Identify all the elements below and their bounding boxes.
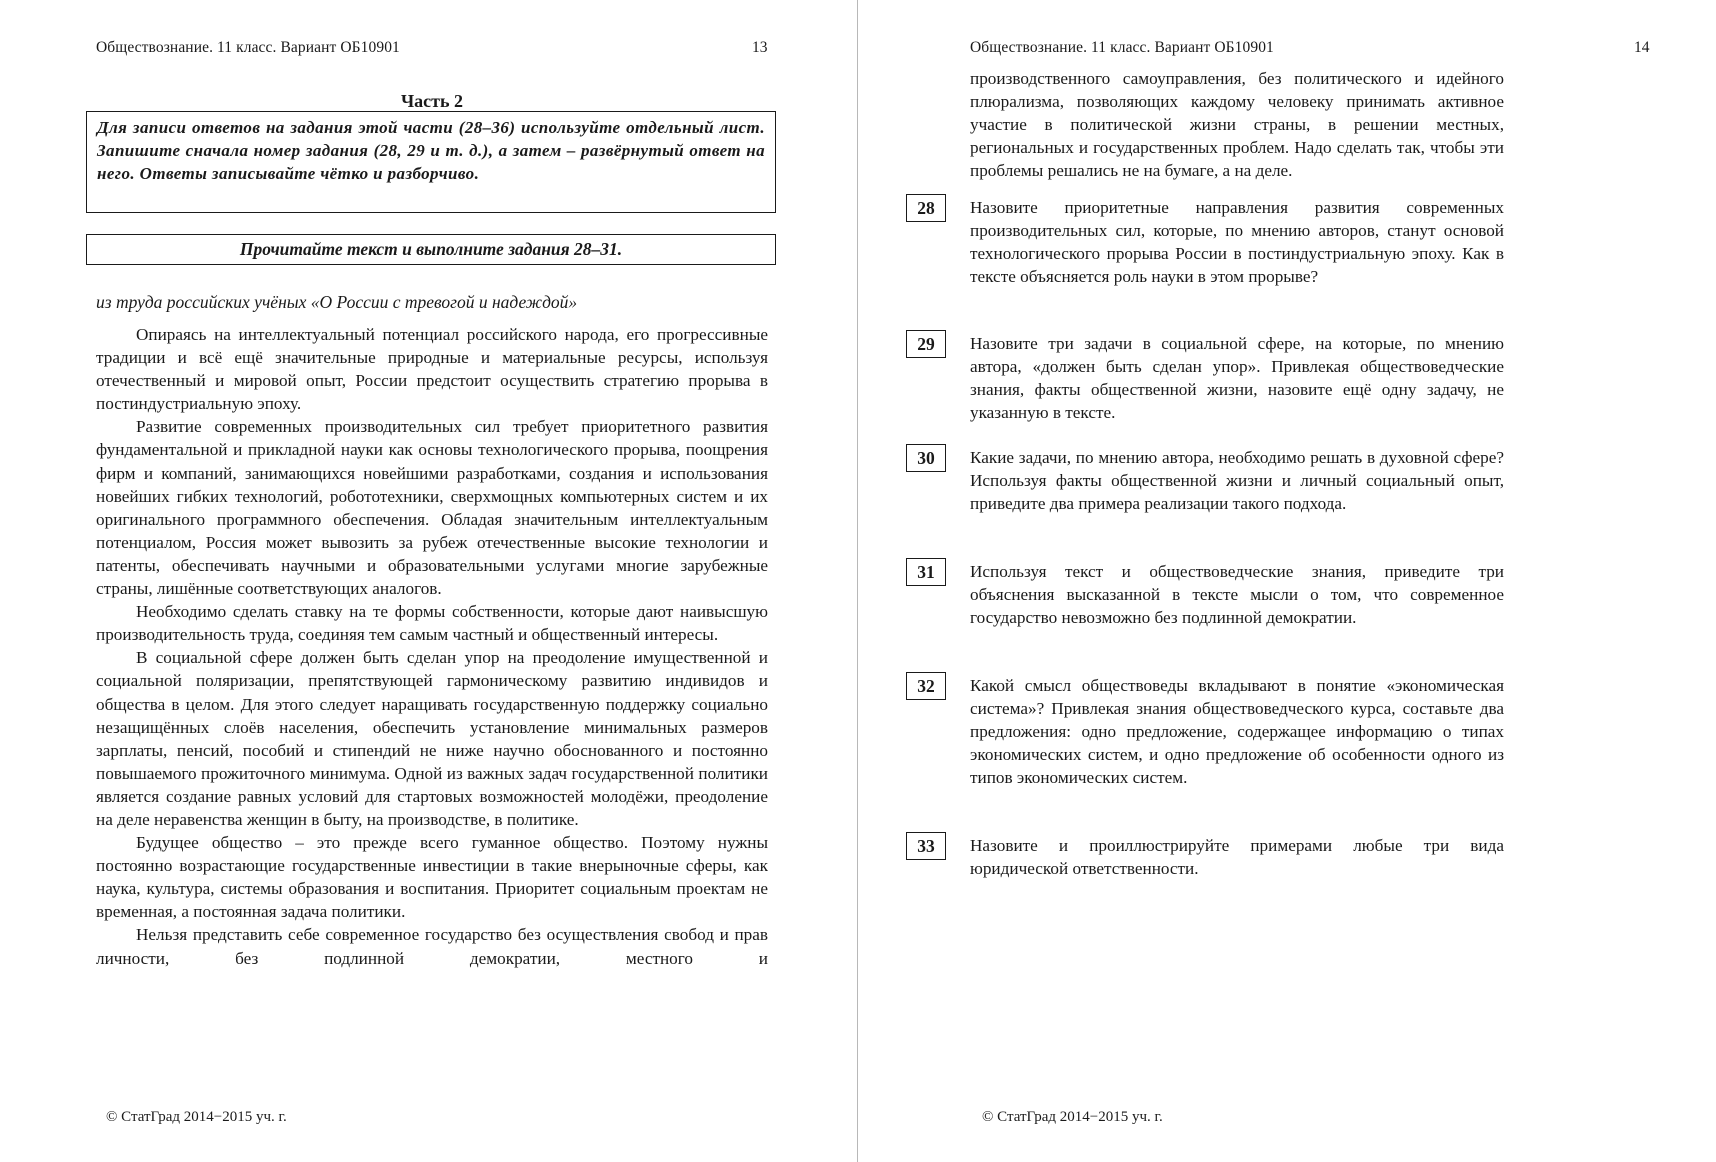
task-number-box: 31 bbox=[906, 558, 946, 586]
read-instruction-text: Прочитайте текст и выполните задания 28–31. bbox=[239, 239, 623, 259]
page-divider bbox=[857, 0, 858, 1162]
instruction-box bbox=[86, 111, 776, 213]
task-number-box: 30 bbox=[906, 444, 946, 472]
paragraph: Развитие современных производительных сил требует приоритетного развития фундаментальной и прикладной науки как основы технологического прорыва, поощрения фирм и компаний, занимающихся новейшими разработками, создания и использования новейших гибких технологий, робототехники, сверхмощных компьютерных систем и их оригинального программного обеспечения. Обладая значительным интеллектуальным потенциалом, Россия может вывозить за рубеж отечественные высокие технологии и патенты, обеспечивать научными и образовательными услугами многие зарубежные страны, лишённые соответствующих аналогов. bbox=[96, 417, 768, 599]
task-number-box: 33 bbox=[906, 832, 946, 860]
running-header: Обществознание. 11 класс. Вариант ОБ10901 bbox=[970, 39, 1274, 56]
task-text: Используя текст и обществоведческие знания, приведите три объяснения высказанной в тексте мысли о том, что современное государство невозможно без подлинной демократии. bbox=[970, 562, 1504, 628]
task-text: Какие задачи, по мнению автора, необходимо решать в духовной сфере? Используя факты общественной жизни и личный социальный опыт, приведите два примера реализации такого подхода. bbox=[970, 448, 1504, 514]
paragraph: Будущее общество – это прежде всего гуманное общество. Поэтому нужны постоянно возрастающие государственные инвестиции в такие внерыночные сферы, как наука, культура, системы образования и воспитания. Приоритет социальным проектам не временная, а постоянная задача политики. bbox=[96, 833, 768, 922]
source-text bbox=[96, 323, 768, 970]
page-footer: © СтатГрад 2014−2015 уч. г. bbox=[982, 1109, 1163, 1125]
task-text: Назовите и проиллюстрируйте примерами любые три вида юридической ответственности. bbox=[970, 836, 1504, 879]
page-number: 13 bbox=[752, 39, 768, 56]
task-text: Какой смысл обществоведы вкладывают в понятие «экономическая система»? Привлекая знания обществоведческого курса, составьте два предложения: одно предложение, содержащее информацию о типах экономических систем, и одно предложение об особенности одного из типов экономических систем. bbox=[970, 676, 1504, 788]
read-instruction-box bbox=[86, 234, 776, 265]
page-number: 14 bbox=[1634, 39, 1650, 56]
task-text: Назовите приоритетные направления развития современных производительных сил, которые, по мнению авторов, станут основой технологического прорыва России в постиндустриальную эпоху. Как в тексте объясняется роль науки в этом прорыве? bbox=[970, 198, 1504, 287]
right-page bbox=[860, 0, 1716, 1162]
paragraph: Необходимо сделать ставку на те формы собственности, которые дают наивысшую производительность труда, соединяя тем самым частный и общественный интересы. bbox=[96, 602, 768, 645]
task-number-box: 28 bbox=[906, 194, 946, 222]
running-header: Обществознание. 11 класс. Вариант ОБ10901 bbox=[96, 39, 400, 56]
paragraph: Нельзя представить себе современное государство без осуществления свобод и прав личности, без подлинной демократии, местного и bbox=[96, 925, 768, 968]
part-title: Часть 2 bbox=[400, 91, 464, 111]
paragraph: В социальной сфере должен быть сделан упор на преодоление имущественной и социальной поляризации, препятствующей гармоническому развитию индивидов и общества в целом. Для этого следует наращивать государственную поддержку социально незащищённых слоёв населения, обеспечить установление минимальных размеров зарплаты, пенсий, пособий и стипендий не ниже научно обоснованного и постоянно повышаемого прожиточного минимума. Одной из важных задач государственной политики является создание равных условий для стартовых возможностей молодёжи, преодоление на деле неравенства женщин в быту, на производстве, в политике. bbox=[96, 648, 768, 829]
task-text: Назовите три задачи в социальной сфере, на которые, по мнению автора, «должен быть сделан упор». Привлекая обществоведческие знания, факты общественной жизни, назовите ещё одну задачу, не указанную в тексте. bbox=[970, 334, 1504, 423]
paragraph: Опираясь на интеллектуальный потенциал российского народа, его прогрессивные традиции и всё ещё значительные природные и материальные ресурсы, используя отечественный и мировой опыт, России предстоит осуществить стратегию прорыва в постиндустриальную эпоху. bbox=[96, 325, 768, 414]
task-number-box: 29 bbox=[906, 330, 946, 358]
task-number-box: 32 bbox=[906, 672, 946, 700]
instruction-text: Для записи ответов на задания этой части (28–36) используйте отдельный лист. Запишите сначала номер задания (28, 29 и т. д.), а затем – развёрнутый ответ на него. Ответы записывайте чётко и разборчиво. bbox=[97, 118, 765, 183]
page-footer: © СтатГрад 2014−2015 уч. г. bbox=[106, 1109, 287, 1125]
continued-text: производственного самоуправления, без политического и идейного плюрализма, позволяющих каждому человеку принимать активное участие в политической жизни страны, в решении местных, региональных и государственных проблем. Надо сделать так, чтобы эти проблемы решались не на бумаге, а на деле. bbox=[970, 69, 1504, 181]
text-source: из труда российских учёных «О России с тревогой и надеждой» bbox=[96, 292, 578, 312]
